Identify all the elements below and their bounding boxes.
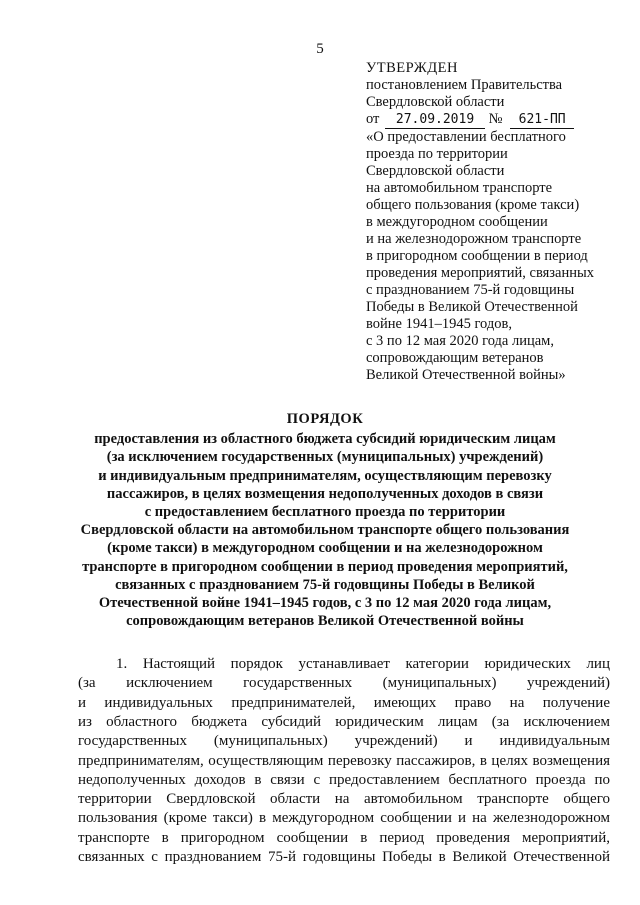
document-title-line: пассажиров, в целях возмещения недополученных доходов в связи [106, 485, 544, 502]
document-title-line: Свердловской области на автомобильном транспорте общего пользования [80, 522, 570, 539]
approval-title-line: Свердловской области [366, 163, 505, 179]
approval-title-line: на автомобильном транспорте [366, 180, 553, 196]
approval-title-line: в междугородном сообщении [366, 214, 548, 230]
approval-title-line: с празднованием 75-й годовщины [366, 282, 575, 298]
approval-title-line: общего пользования (кроме такси) [366, 197, 580, 213]
document-title-line: (за исключением государственных (муниципальных) учреждений) [106, 449, 544, 466]
paragraph-line: связанных с празднованием 75-й годовщины Победы в Великой Отечественной [78, 849, 610, 865]
document-subtitle [60, 430, 590, 630]
paragraph-line: недополученных доходов в связи с предоставлением бесплатного проезда по [78, 771, 610, 788]
approval-title-line: Победы в Великой Отечественной [366, 299, 578, 315]
approval-title-line: и на железнодорожном транспорте [366, 231, 582, 247]
page-number: 5 [316, 41, 324, 57]
approval-block [366, 60, 616, 384]
paragraph-line: (за исключением государственных (муниципальных) учреждений) [78, 675, 610, 692]
document-title-line: Отечественной войне 1941–1945 годов, с 3 по 12 мая 2020 года лицам, [98, 595, 552, 612]
paragraph-line: территории Свердловской области на автомобильном транспорте общего [78, 791, 610, 808]
paragraph-line: 1. Настоящий порядок устанавливает категории юридических лиц [116, 656, 610, 672]
document-title [60, 410, 590, 630]
document-heading: ПОРЯДОК [286, 411, 364, 427]
approval-issuer-line: постановлением Правительства [366, 77, 563, 93]
paragraph-line: и индивидуальных предпринимателей, имеющих право на получение [78, 694, 610, 711]
document-title-line: предоставления из областного бюджета субсидий юридическим лицам [94, 431, 556, 448]
document-title-line: с предоставлением бесплатного проезда по территории [144, 504, 506, 521]
document-title-line: (кроме такси) в междугородном сообщении и на железнодорожном [107, 540, 543, 557]
approval-number: 621-ПП [510, 111, 574, 129]
document-title-line: транспорте в пригородном сообщении в период проведения мероприятий, [82, 558, 568, 575]
approval-stamp-title: УТВЕРЖДЕН [366, 60, 458, 76]
approval-title-line: проведения мероприятий, связанных [366, 265, 594, 281]
number-prefix: № [488, 111, 503, 127]
approval-title-line: войне 1941–1945 годов, [366, 316, 512, 332]
approval-title-line: сопровождающим ветеранов [366, 350, 544, 366]
approval-title-line: «О предоставлении бесплатного [366, 129, 566, 145]
approval-title [366, 129, 616, 384]
document-title-line: сопровождающим ветеранов Великой Отечественной войны [126, 613, 524, 630]
approval-title-line: с 3 по 12 мая 2020 года лицам, [366, 333, 554, 349]
paragraph-line: из областного бюджета субсидий юридическим лицам (за исключением [78, 713, 610, 730]
document-title-line: и индивидуальным предпринимателям, осуществляющим перевозку [98, 467, 552, 484]
paragraph-line: транспорте в пригородном сообщении в период проведения мероприятий, [78, 829, 610, 846]
approval-date: 27.09.2019 [385, 111, 485, 129]
paragraph-line: пользования (кроме такси) в междугородном сообщении и на железнодорожном [78, 810, 610, 827]
paragraph-line: государственных (муниципальных) учреждений) и индивидуальным [78, 733, 610, 750]
paragraph-line: предпринимателям, осуществляющим перевозку пассажиров, в целях возмещения [78, 752, 610, 769]
approval-title-line: в пригородном сообщении в период [366, 248, 588, 264]
document-title-line: связанных с празднованием 75-й годовщины Победы в Великой [115, 576, 535, 593]
date-prefix: от [366, 111, 380, 127]
approval-issuer-line: Свердловской области [366, 94, 505, 110]
approval-title-line: проезда по территории [366, 146, 508, 162]
approval-date-number-line [366, 111, 616, 129]
approval-title-line: Великой Отечественной войны» [366, 367, 566, 383]
